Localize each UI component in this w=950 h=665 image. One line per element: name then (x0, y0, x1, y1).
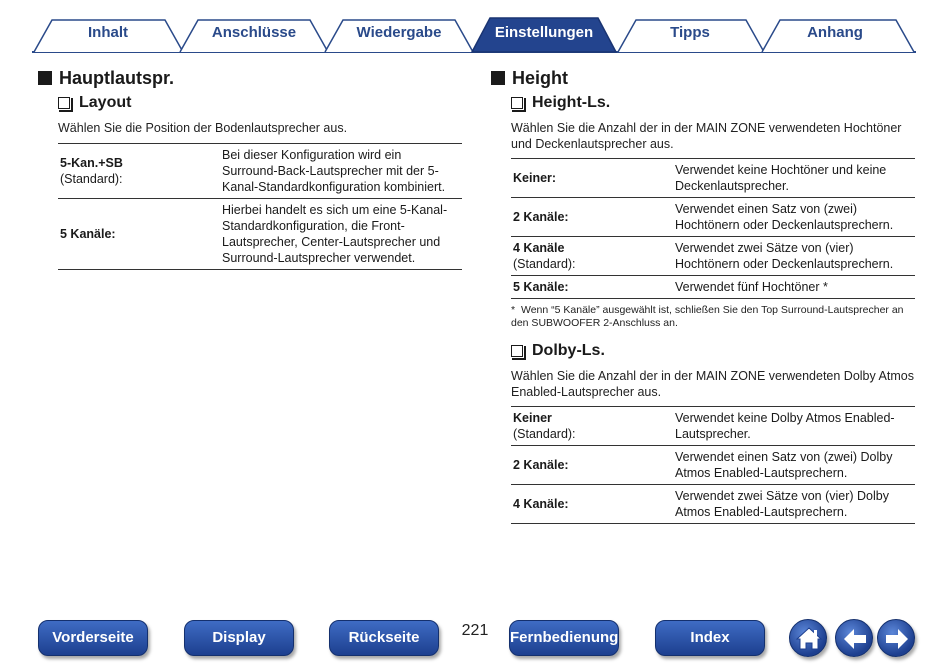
option-value: Verwendet einen Satz von (zwei) Dolby Atmos Enabled-Lautsprechern. (675, 450, 893, 480)
option-key: 5 Kanäle: (60, 226, 116, 241)
option-value: Verwendet einen Satz von (zwei) Hochtönern oder Deckenlautsprechern. (675, 202, 894, 232)
option-value: Verwendet keine Hochtöner und keine Deckenlautsprecher. (675, 163, 887, 193)
option-value: Verwendet fünf Hochtöner * (675, 280, 828, 294)
subsection-heading-text: Dolby-Ls. (532, 342, 605, 359)
footnote (511, 304, 915, 330)
home-button[interactable] (789, 619, 827, 657)
section-heading-text: Height (512, 67, 568, 88)
subsection-heading-text: Layout (79, 94, 132, 111)
description: Wählen Sie die Anzahl der in der MAIN ZONE verwendeten Dolby Atmos Enabled-Lautsprecher aus. (511, 369, 914, 399)
back-button[interactable] (835, 619, 873, 657)
table-row (511, 446, 915, 485)
page-number: 221 (461, 622, 489, 639)
tab-anhang[interactable]: Anhang (807, 24, 863, 41)
footnote-mark: * (511, 304, 516, 316)
option-value: Verwendet zwei Sätze von (vier) Hochtönern oder Deckenlautsprechern. (675, 241, 894, 271)
tab-anschluesse[interactable]: Anschlüsse (211, 24, 297, 41)
table-row (511, 237, 915, 276)
footnote-text: Wenn “5 Kanäle” ausgewählt ist, schließen Sie den Top Surround-Lautsprecher an den SUBWOOFER 2-Anschluss an. (511, 304, 904, 329)
option-value: Verwendet keine Dolby Atmos Enabled-Lautsprecher. (675, 411, 895, 441)
tab-wiedergabe[interactable]: Wiedergabe (356, 24, 442, 41)
height-options-table (511, 158, 915, 299)
section-heading-text: Hauptlautspr. (59, 67, 175, 88)
option-key: 2 Kanäle: (513, 458, 569, 472)
description: Wählen Sie die Anzahl der in der MAIN ZONE verwendeten Hochtöner und Deckenlautsprecher aus. (511, 121, 902, 151)
subsection-heading-text: Height-Ls. (532, 94, 611, 111)
table-row (511, 407, 915, 446)
subsection-heading (511, 92, 915, 114)
display-button[interactable]: Display (184, 620, 294, 656)
tab-bar (0, 0, 950, 56)
table-row (511, 159, 915, 198)
checkbox-bullet-icon (511, 345, 523, 357)
tab-tipps[interactable]: Tipps (670, 24, 710, 41)
section-heading (491, 66, 915, 90)
fernbedienung-button[interactable]: Fernbedienung (509, 620, 619, 656)
square-bullet-icon (491, 71, 505, 85)
dolby-options-table (511, 406, 915, 524)
subsection-heading (58, 92, 462, 114)
table-row (511, 276, 915, 299)
rueckseite-button[interactable]: Rückseite (329, 620, 439, 656)
section-heading (38, 66, 462, 90)
arrow-left-icon (836, 620, 874, 658)
option-key: 4 Kanäle (Standard): (513, 241, 576, 271)
option-key: 4 Kanäle: (513, 497, 569, 511)
option-value: Bei dieser Konfiguration wird ein Surround-Back-Lautsprecher mit der 5-Kanal-Standardkonfiguration kombiniert. (222, 147, 446, 194)
vorderseite-button[interactable]: Vorderseite (38, 620, 148, 656)
right-column (491, 66, 915, 524)
tab-inhalt[interactable]: Inhalt (88, 24, 128, 41)
option-key: 2 Kanäle: (513, 210, 569, 224)
option-key: 5 Kanäle: (513, 280, 569, 294)
forward-button[interactable] (877, 619, 915, 657)
left-column (38, 66, 462, 270)
tab-einstellungen[interactable]: Einstellungen (494, 24, 594, 41)
table-row (58, 143, 462, 198)
option-value: Hierbei handelt es sich um eine 5-Kanal-Standardkonfiguration, die Front-Lautsprecher, Center-Lautsprecher und Surround-Lautsprecher verwendet. (222, 202, 448, 265)
table-row (511, 485, 915, 524)
home-icon (790, 620, 828, 658)
square-bullet-icon (38, 71, 52, 85)
options-table (58, 143, 462, 270)
option-key: Keiner (Standard): (513, 411, 576, 441)
table-row (511, 198, 915, 237)
arrow-right-icon (878, 620, 916, 658)
table-row (58, 198, 462, 269)
description: Wählen Sie die Position der Bodenlautsprecher aus. (58, 121, 348, 135)
checkbox-bullet-icon (58, 97, 70, 109)
option-key: Keiner: (513, 171, 557, 185)
option-key: 5-Kan.+SB (Standard): (60, 155, 123, 186)
subsection-heading (511, 340, 915, 362)
index-button[interactable]: Index (655, 620, 765, 656)
option-value: Verwendet zwei Sätze von (vier) Dolby Atmos Enabled-Lautsprechern. (675, 489, 889, 519)
checkbox-bullet-icon (511, 97, 523, 109)
